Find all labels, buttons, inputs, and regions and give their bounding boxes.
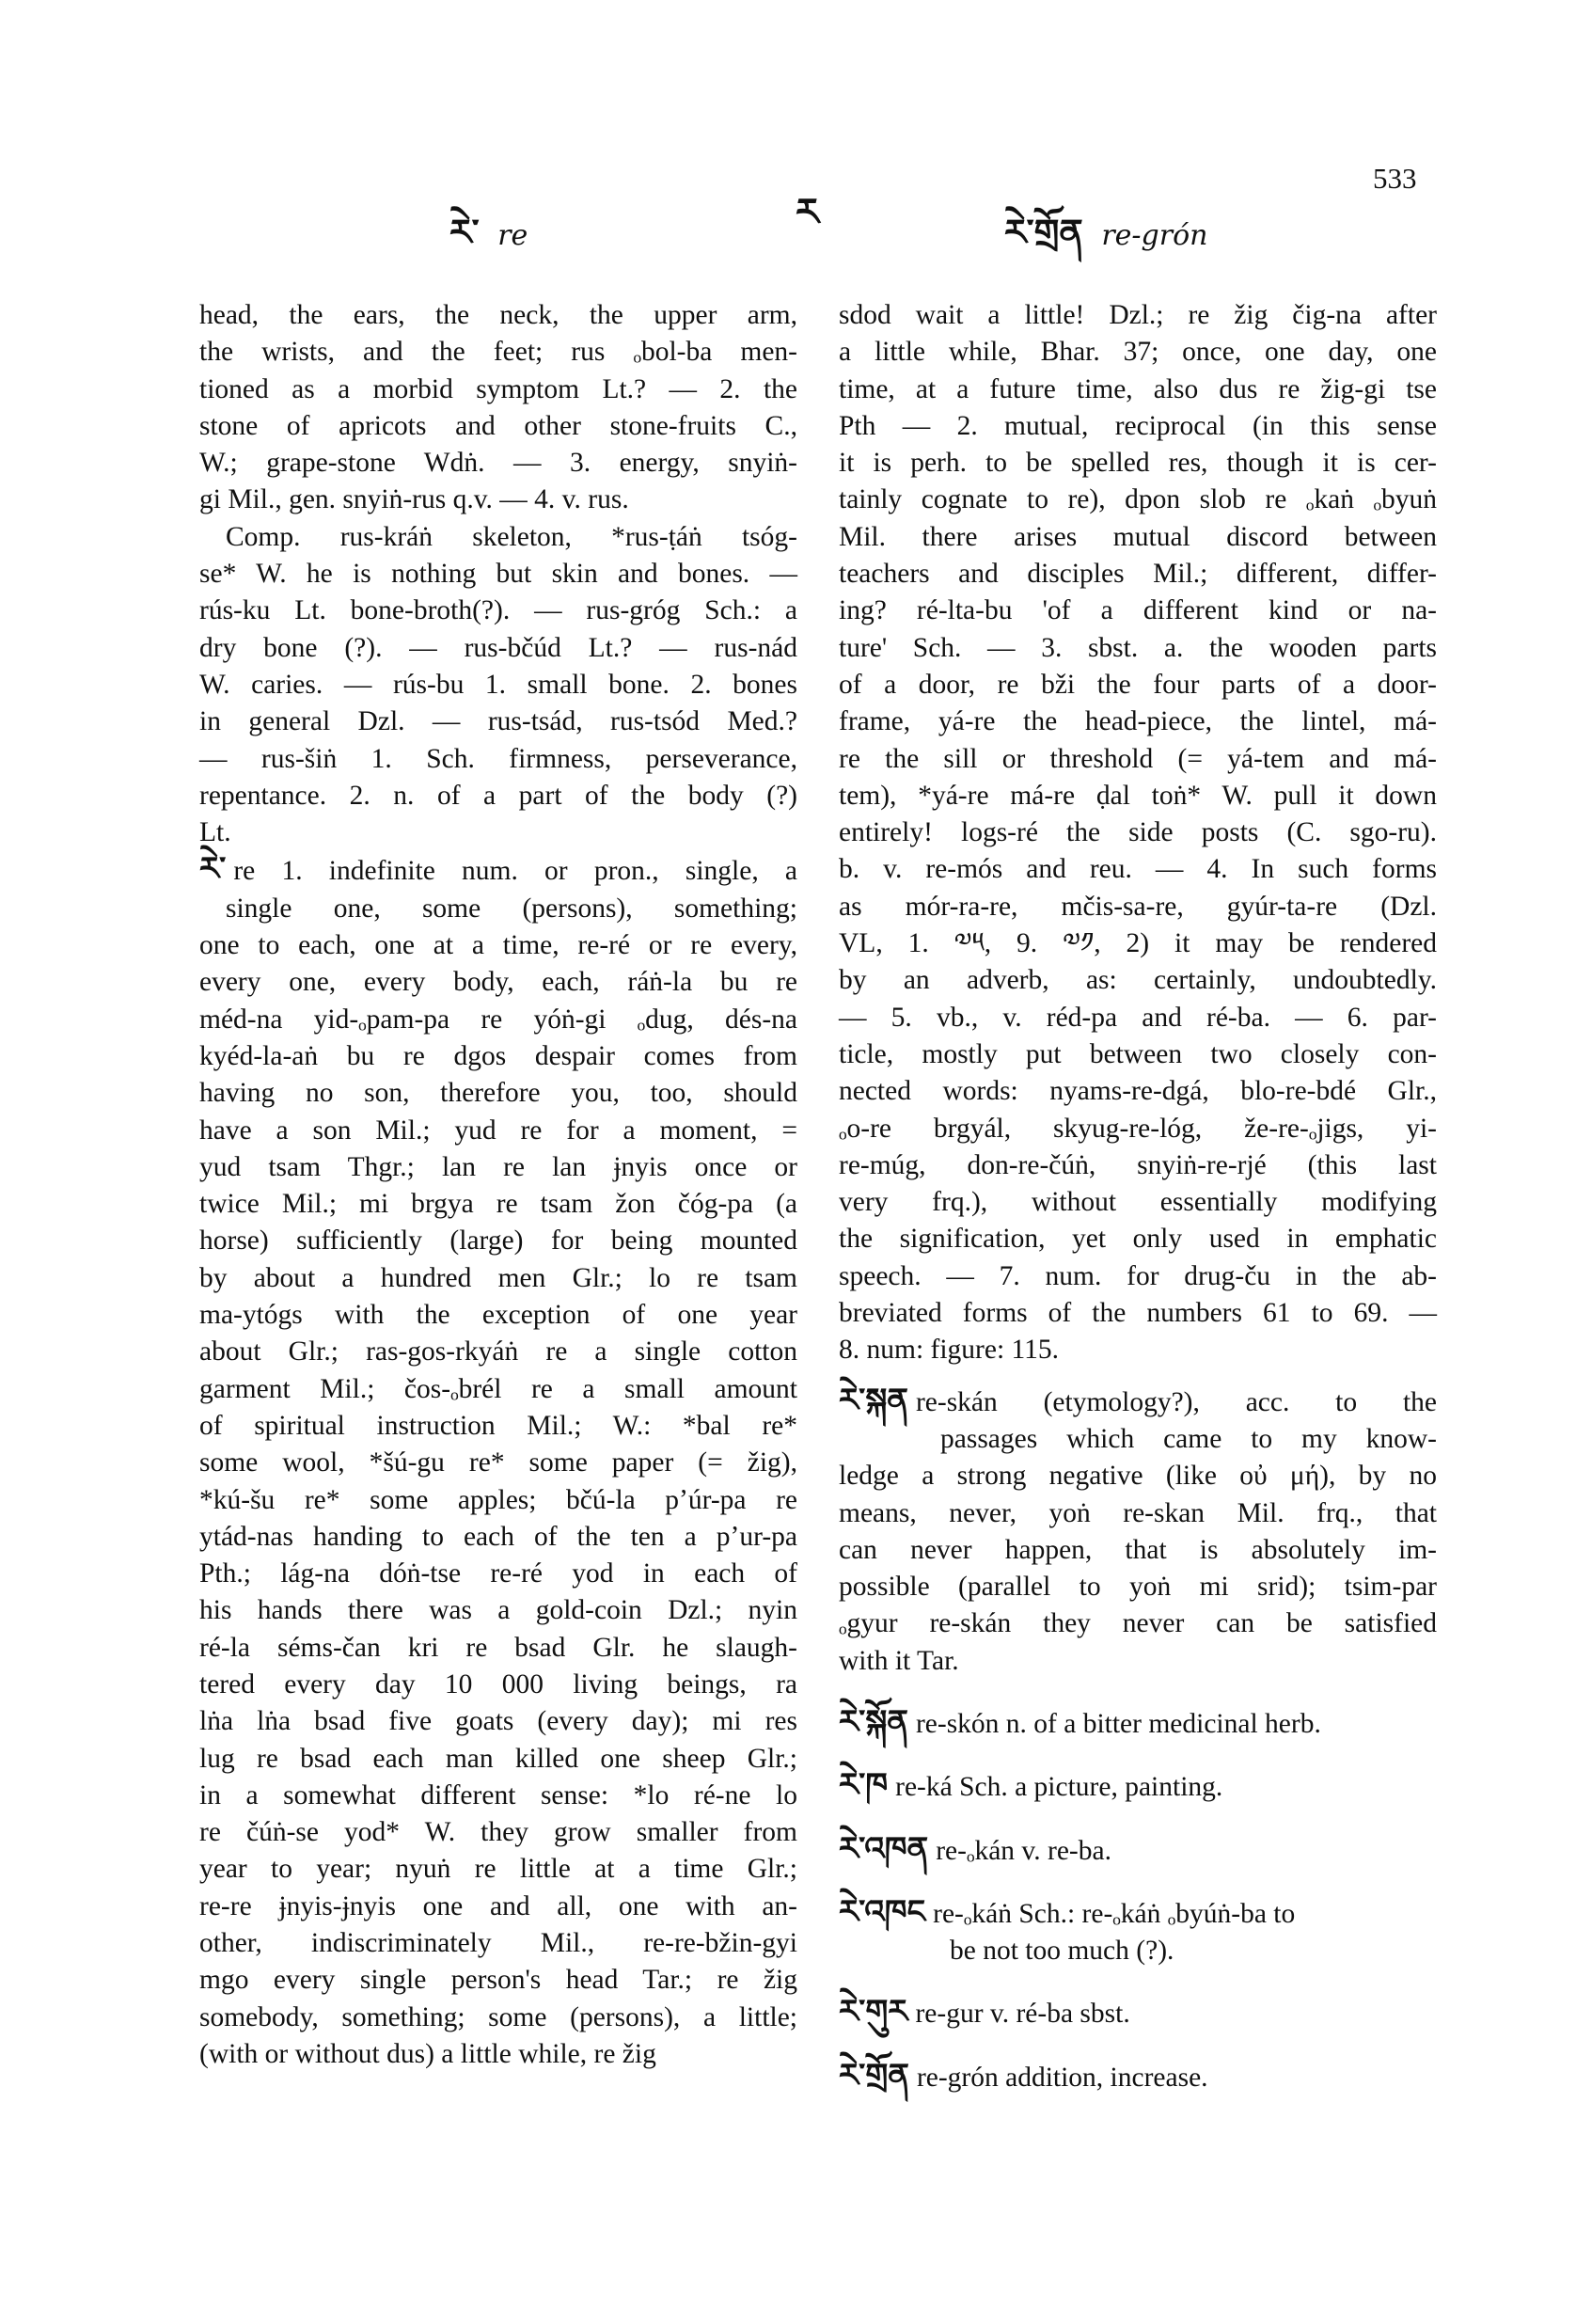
text-line: Mil. there arises mutual discord between [839,521,1437,552]
text-line: b. v. re-mós and reu. — 4. In such forms [839,854,1437,885]
text-line: by about a hundred men Glr.; lo re tsam [199,1262,797,1293]
text-line: very frq.), without essentially modifying [839,1187,1437,1218]
text-line: every one, every body, each, ráṅ-la bu re [199,967,797,998]
entry-text: re-grón addition, increase. [916,2062,1208,2093]
text-line: one to each, one at a time, re-ré or re every, [199,930,797,961]
text-line: possible (parallel to yoṅ mi srid); tsim-par [839,1572,1437,1603]
text-line: ing? ré-lta-bu 'of a different kind or na- [839,595,1437,626]
text-line: re-múg, don-re-čúṅ, snyiṅ-re-rjé (this last [839,1149,1437,1180]
text-line: yud tsam Thgr.; lan re lan ɉnyis once or [199,1151,797,1182]
text-line: rús-ku Lt. bone-broth(?). — rus-gróg Sch.: a [199,595,797,626]
text-line: repentance. 2. n. of a part of the body (?) [199,780,797,811]
short-entry [839,1994,1437,2032]
text-line: tered every day 10 000 living beings, ra [199,1668,797,1700]
text-line: as mór-ra-re, mčis-sa-re, gyúr-ta-re (Dzl. [839,891,1437,922]
headword-tibetan: རེ་གུར [839,1993,908,2032]
text-line: stone of apricots and other stone-fruits C., [199,410,797,441]
text-line: ledge a strong negative (like οὐ μή), by no [839,1461,1437,1492]
text-line: Pth.; lág-na dóṅ-tse re-ré yod in each of [199,1558,797,1589]
text-line: about Glr.; ras-gos-rkyáṅ re a single cotton [199,1336,797,1368]
text-line: breviated forms of the numbers 61 to 69. — [839,1298,1437,1329]
short-entry [839,1704,1437,1743]
text-line: dry bone (?). — rus-bčúd Lt.? — rus-nád [199,632,797,663]
headword-tibetan: རེ་འཁན [839,1829,929,1868]
text-line: ticle, mostly put between two closely con- [839,1038,1437,1069]
text-line: Lt. [199,817,231,848]
short-entry [839,1831,1437,1870]
text-line: of a door, re bži the four parts of a door- [839,669,1437,700]
entry-text: re-ₒkáṅ Sch.: re-ₒkáṅ ₒbyúṅ-ba to [933,1898,1296,1929]
text-line: in general Dzl. — rus-tsád, rus-tsód Med.? [199,706,797,737]
text-line: — rus-šiṅ 1. Sch. firmness, perseverance, [199,743,797,774]
header-right-tibetan: རེ་གྲོན [1004,212,1083,253]
text-line: ré-la séms-čan kri re bsad Glr. he slaugh- [199,1632,797,1663]
text-line: Pth — 2. mutual, reciprocal (in this sense [839,410,1437,441]
text-line: ture' Sch. — 3. sbst. a. the wooden parts [839,632,1437,663]
headword-tibetan: རེ་ [199,850,227,889]
text-line: the wrists, and the feet; rus ₒbol-ba men- [199,337,797,368]
header-right [1004,193,1207,293]
text-line: tioned as a morbid symptom Lt.? — 2. the [199,373,797,404]
text-line: 8. num: figure: 115. [839,1335,1060,1366]
header-left-label: re [497,219,528,252]
text-line: can never happen, that is absolutely im- [839,1534,1437,1565]
text-line: re the sill or threshold (= yá-tem and má- [839,743,1437,774]
text-line: Comp. rus-kráṅ skeleton, *rus-ṭáṅ tsóg- [226,521,797,552]
page-number: 533 [1373,162,1417,195]
text-line: méd-na yid-ₒpam-pa re yóṅ-gi ₒdug, dés-na [199,1004,797,1035]
text-line: ma-ytógs with the exception of one year [199,1300,797,1331]
entry-continuation: be not too much (?). [950,1936,1174,1967]
text-line: having no son, therefore you, too, should [199,1078,797,1109]
text-line [199,851,797,890]
text-line: (with or without dus) a little while, re žig [199,2038,656,2069]
text-line: teachers and disciples Mil.; different, differ- [839,559,1437,590]
headword-text: re 1. indefinite num. or pron., single, a [233,856,797,887]
headword-tibetan: རེ་ཁ [839,1766,889,1805]
text-line: single one, some (persons), something; [226,893,797,924]
text-line: some wool, *šú-gu re* some paper (= žig), [199,1447,797,1478]
text-line: lug re bsad each man killed one sheep Glr.; [199,1743,797,1774]
right-column [839,297,1437,2096]
entry-text: re-ká Sch. a picture, painting. [895,1772,1223,1803]
text-line: se* W. he is nothing but skin and bones. — [199,559,797,590]
text-line: kyéd-la-aṅ bu re dgos despair comes from [199,1040,797,1071]
short-entry [839,2058,1437,2096]
headword-tibetan: རེ་གྲོན [839,2056,909,2095]
text-line: ₒo-re brgyál, skyug-re-lóg, že-re-ₒjigs, yi- [839,1113,1437,1144]
text-line: *kú-šu re* some apples; bčú-la pʼúr-pa re [199,1484,797,1515]
text-line: speech. — 7. num. for drug-ču in the ab- [839,1260,1437,1291]
text-line: of spiritual instruction Mil.; W.: *bal re* [199,1410,797,1441]
text-line: tem), *yá-re má-re ḍal toṅ* W. pull it down [839,780,1437,811]
header-left-tibetan: རེ་ [449,212,480,253]
text-line: W.; grape-stone Wdṅ. — 3. energy, snyiṅ- [199,448,797,479]
text-line: nected words: nyams-re-dgá, blo-re-bdé Glr., [839,1076,1437,1107]
headword-tibetan: རེ་འཁང [839,1892,926,1931]
header-left [449,193,528,293]
text-line: his hands there was a gold-coin Dzl.; nyin [199,1595,797,1626]
text-line: somebody, something; some (persons), a little; [199,2001,797,2032]
header-center-letter: ར [796,191,819,234]
text-line: frame, yá-re the head-piece, the lintel, má- [839,706,1437,737]
text-line: means, never, yoṅ re-skan Mil. frq., that [839,1497,1437,1528]
text-line: with it Tar. [839,1645,959,1676]
header-right-label: re-grón [1101,219,1208,252]
text-line: it is perh. to be spelled res, though it is cer- [839,448,1437,479]
text-line: twice Mil.; mi brgya re tsam žon čóg-pa (a [199,1189,797,1220]
left-column [199,297,797,2073]
short-entry [839,1767,1437,1806]
entry-text: re-skón n. of a bitter medicinal herb. [915,1708,1321,1739]
entry-text: re-gur v. ré-ba sbst. [915,1999,1130,2030]
text-line: year to year; nyuṅ re little at a time Glr.; [199,1854,797,1885]
entry-re-skan [839,1383,1437,1680]
text-line: time, at a future time, also dus re žig-gi tse [839,373,1437,404]
text-line: passages which came to my know- [940,1423,1437,1454]
headword-text: re-skán (etymology?), acc. to the [915,1386,1437,1417]
text-line: sdod wait a little! Dzl.; re žig čig-na after [839,300,1437,330]
text-line: other, indiscriminately Mil., re-re-bžin-gyi [199,1928,797,1959]
text-line: gi Mil., gen. snyiṅ-rus q.v. — 4. v. rus. [199,484,629,515]
text-line: tainly cognate to re), dpon slob re ₒkaṅ ₒbyuṅ [839,484,1437,515]
text-line: a little while, Bhar. 37; once, one day, one [839,337,1437,368]
text-line: re-re ɉnyis-ɉnyis one and all, one with an- [199,1890,797,1921]
text-line: head, the ears, the neck, the upper arm, [199,300,797,330]
text-line: ₒgyur re-skán they never can be satisfied [839,1608,1437,1639]
text-line: ytád-nas handing to each of the ten a pʼur-pa [199,1521,797,1552]
text-line: in a somewhat different sense: *lo ré-ne lo [199,1779,797,1810]
headword-tibetan: རེ་སྐོན [839,1702,908,1741]
text-line: lṅa lṅa bsad five goats (every day); mi res [199,1706,797,1737]
text-line: entirely! logs-ré the side posts (C. sgo-ru). [839,817,1437,848]
entry-text: re-ₒkán v. re-ba. [936,1835,1111,1866]
text-line: by an adverb, as: certainly, undoubtedly. [839,965,1437,996]
text-line: — 5. vb., v. réd-pa and ré-ba. — 6. par- [839,1002,1437,1033]
text-line: the signification, yet only used in emphatic [839,1224,1437,1255]
text-line [839,1383,1437,1421]
headword-tibetan: རེ་སྐན [839,1381,908,1419]
text-line: mgo every single person's head Tar.; re žig [199,1965,797,1996]
text-line: re čúṅ-se yod* W. they grow smaller from [199,1817,797,1848]
text-line: VL, 1. ༧༥, 9. ༧༡, 2) it may be rendered [839,928,1437,959]
text-line: have a son Mil.; yud re for a moment, = [199,1115,797,1146]
text-line: garment Mil.; čos-ₒbrél re a small amount [199,1373,797,1404]
short-entry [839,1894,1437,1933]
text-line: horse) sufficiently (large) for being mounted [199,1225,797,1257]
text-line: W. caries. — rús-bu 1. small bone. 2. bones [199,669,797,700]
